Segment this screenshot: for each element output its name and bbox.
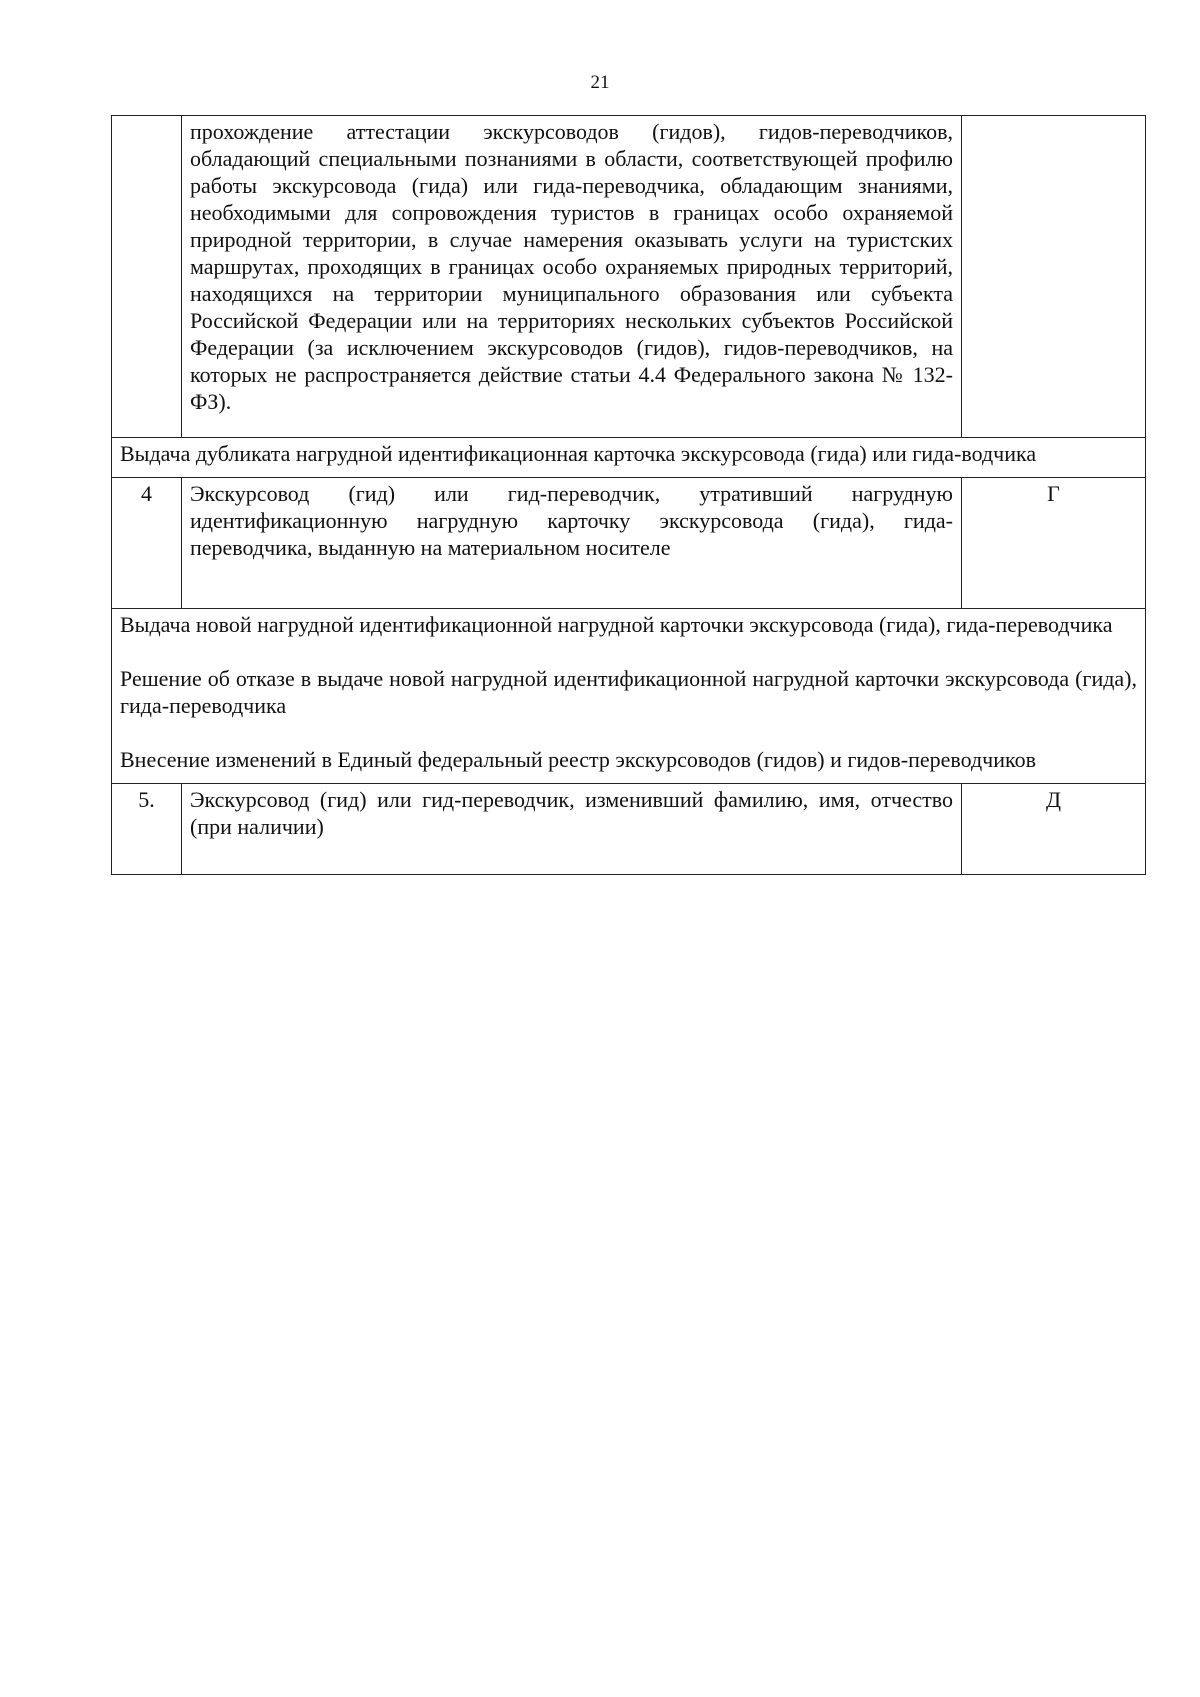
section-line-registry-change: Внесение изменений в Единый федеральный реестр экскурсоводов (гидов) и гидов-переводчиков: [120, 747, 1036, 772]
row-number-cell: 4: [112, 478, 182, 609]
table-row-5: [112, 784, 1146, 875]
section-title-duplicate: Выдача дубликата нагрудной идентификационная карточка экскурсовода (гида) или гида-водчика: [112, 438, 1146, 478]
section-row-duplicate: [112, 438, 1146, 478]
row-description-cell: прохождение аттестации экскурсоводов (гидов), гидов-переводчиков, обладающий специальными познаниями в области, соответствующей профилю работы экскурсовода (гида) или гида-переводчика, обладающим знаниями, необходимыми для сопровождения туристов в границах особо охраняемой природной территории, в случае намерения оказывать услуги на туристских маршрутах, проходящих в границах особо охраняемых природных территорий, находящихся на территории муниципального образования или субъекта Российской Федерации или на территориях нескольких субъектов Российской Федерации (за исключением экскурсоводов (гидов), гидов-переводчиков, на которых не распространяется действие статьи 4.4 Федерального закона № 132-ФЗ).: [182, 116, 962, 438]
table-row-continued: [112, 116, 1146, 438]
row-description-cell: Экскурсовод (гид) или гид-переводчик, утративший нагрудную идентификационную нагрудную карточку экскурсовода (гида), гида-переводчика, выданную на материальном носителе: [182, 478, 962, 609]
row-description-cell: Экскурсовод (гид) или гид-переводчик, изменивший фамилию, имя, отчество (при наличии): [182, 784, 962, 875]
applicants-table: [111, 115, 1146, 875]
table-row-4: [112, 478, 1146, 609]
section-new-card: [112, 609, 1146, 784]
section-line-issue-new: Выдача новой нагрудной идентификационной нагрудной карточки экскурсовода (гида), гида-переводчика: [120, 612, 1113, 637]
row-code-cell: Д: [962, 784, 1146, 875]
row-code-cell: Г: [962, 478, 1146, 609]
row-number-cell: 5.: [112, 784, 182, 875]
row-number-cell: [112, 116, 182, 438]
row-code-cell: [962, 116, 1146, 438]
section-line-refusal: Решение об отказе в выдаче новой нагрудной идентификационной нагрудной карточки экскурсовода (гида), гида-переводчика: [120, 666, 1137, 718]
page-number: 21: [590, 72, 610, 93]
section-row-new-card: [112, 609, 1146, 784]
